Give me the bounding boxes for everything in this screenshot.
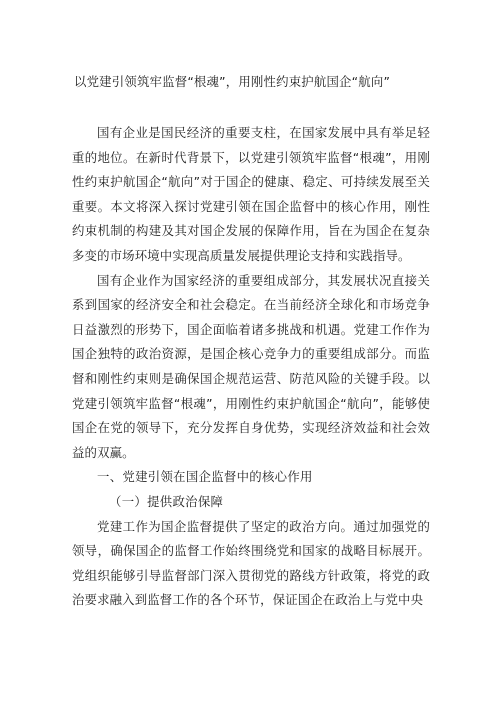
intro-paragraph-1: 国有企业是国民经济的重要支柱，在国家发展中具有举足轻重的地位。在新时代背景下，以党建引领筑牢监督“根魂”，用刚性约束护航国企“航向”对于国企的健康、稳定、可持续发展至关重要。本文将深入探讨党建引领在国企监督中的核心作用，刚性约束机制的构建及其对国企发展的保障作用，旨在为国企在复杂多变的市场环境中实现高质量发展提供理论支持和实践指导。 xyxy=(72,125,430,263)
intro-paragraph-2: 国有企业作为国家经济的重要组成部分，其发展状况直接关系到国家的经济安全和社会稳定。在当前经济全球化和市场竞争日益激烈的形势下，国企面临着诸多挑战和机遇。党建工作作为国企独特的政治资源，是国企核心竞争力的重要组成部分。而监督和刚性约束则是确保国企规范运营、防范风险的关键手段。以党建引领筑牢监督“根魂”，用刚性约束护航国企“航向”，能够使国企在党的领导下，充分发挥自身优势，实现经济效益和社会效益的双赢。 xyxy=(72,272,430,460)
section-heading: 一、党建引领在国企监督中的核心作用 xyxy=(97,469,313,485)
document-title: 以党建引领筑牢监督“根魂”，用刚性约束护航国企“航向” xyxy=(74,74,391,89)
subsection-heading: （一）提供政治保障 xyxy=(109,493,224,509)
document-body xyxy=(72,121,430,613)
subsection-paragraph: 党建工作为国企监督提供了坚定的政治方向。通过加强党的领导，确保国企的监督工作始终围绕党和国家的战略目标展开。党组织能够引导监督部门深入贯彻党的路线方针政策，将党的政治要求融入到监督工作的各个环节，保证国企在政治上与党中央 xyxy=(72,518,430,608)
